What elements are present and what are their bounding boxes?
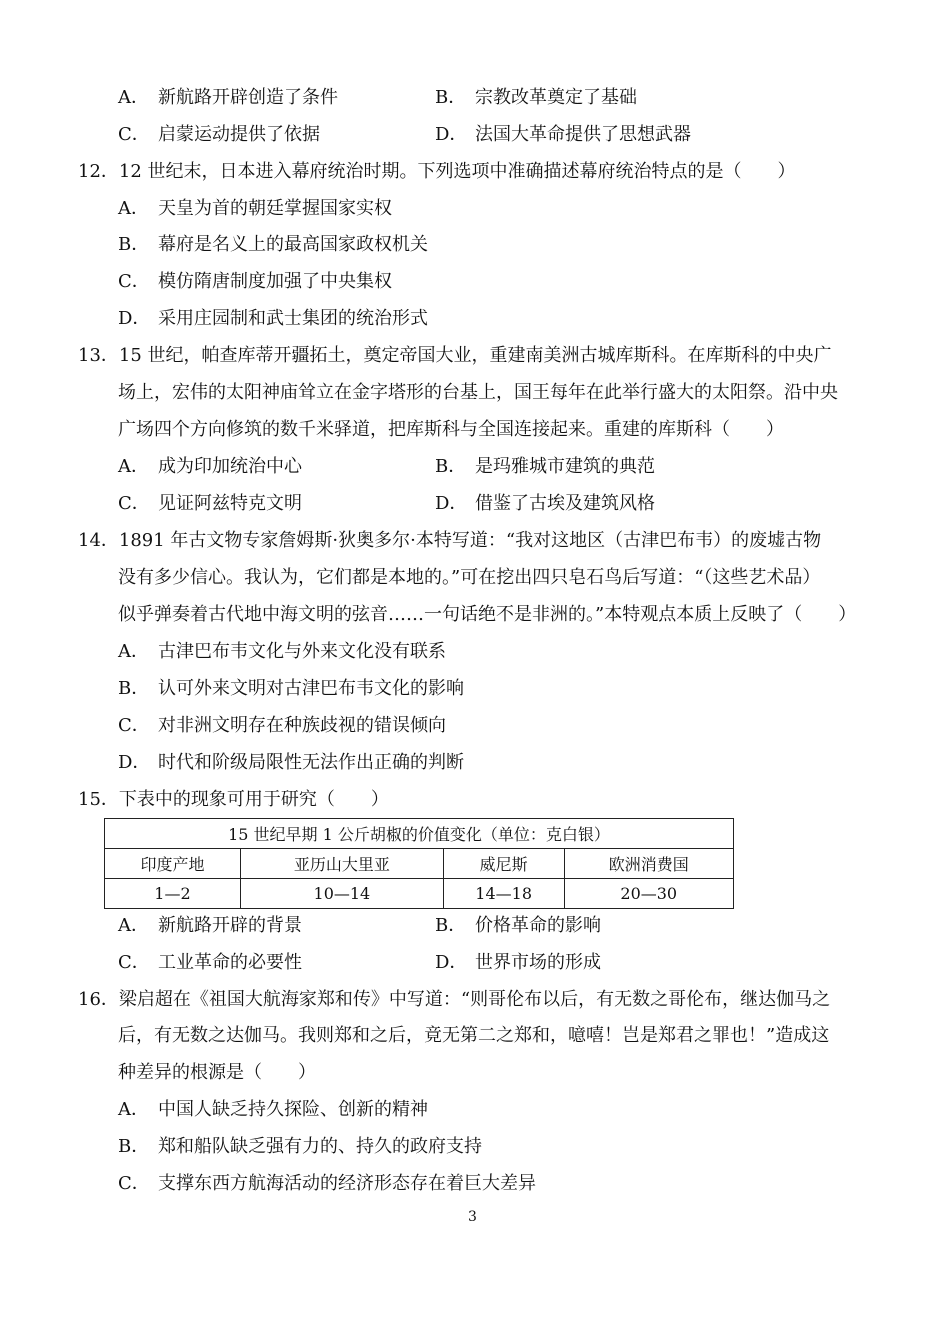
- pepper-price-table: [104, 818, 734, 909]
- q15-stem: 15．下表中的现象可用于研究（ ）: [78, 789, 389, 810]
- q11-option-d: D． 法国大革命提供了思想武器: [435, 124, 691, 145]
- q16-stem-line-2: 后，有无数之达伽马。我则郑和之后，竟无第二之郑和，噫嘻！岂是郑君之罪也！”造成这: [118, 1025, 830, 1046]
- q16-option-a: A． 中国人缺乏持久探险、创新的精神: [118, 1099, 428, 1120]
- q16-option-b: B． 郑和船队缺乏强有力的、持久的政府支持: [118, 1136, 482, 1157]
- q14-option-a: A． 古津巴布韦文化与外来文化没有联系: [118, 641, 446, 662]
- q15-option-a: A． 新航路开辟的背景: [118, 915, 302, 936]
- table-row: [105, 879, 734, 909]
- q12-option-a: A． 天皇为首的朝廷掌握国家实权: [118, 198, 392, 219]
- table-cell: 10—14: [240, 879, 443, 909]
- q14-option-c: C． 对非洲文明存在种族歧视的错误倾向: [118, 715, 446, 736]
- q12-option-c: C． 模仿隋唐制度加强了中央集权: [118, 271, 392, 292]
- table-title-row: [105, 819, 734, 849]
- q16-stem-line-1: 16．梁启超在《祖国大航海家郑和传》中写道：“则哥伦布以后，有无数之哥伦布，继达伽马之: [78, 989, 831, 1010]
- table-cell: 20—30: [564, 879, 734, 909]
- q13-option-a: A． 成为印加统治中心: [118, 456, 302, 477]
- q14-stem-line-1: 14．1891 年古文物专家詹姆斯·狄奥多尔·本特写道：“我对这地区（古津巴布韦）的废墟古物: [78, 530, 822, 551]
- q16-stem-line-3: 种差异的根源是（ ）: [118, 1062, 316, 1083]
- table-header: 亚历山大里亚: [240, 849, 443, 879]
- q15-option-b: B． 价格革命的影响: [435, 915, 601, 936]
- q13-option-c: C． 见证阿兹特克文明: [118, 493, 302, 514]
- table-header: 威尼斯: [443, 849, 564, 879]
- q13-stem-line-2: 场上，宏伟的太阳神庙耸立在金字塔形的台基上，国王每年在此举行盛大的太阳祭。沿中央: [118, 382, 838, 403]
- q14-option-d: D． 时代和阶级局限性无法作出正确的判断: [118, 752, 464, 773]
- q13-option-b: B． 是玛雅城市建筑的典范: [435, 456, 655, 477]
- q15-option-d: D． 世界市场的形成: [435, 952, 601, 973]
- q14-option-b: B． 认可外来文明对古津巴布韦文化的影响: [118, 678, 464, 699]
- table-header: 欧洲消费国: [564, 849, 734, 879]
- q12-stem: 12．12 世纪末，日本进入幕府统治时期。下列选项中准确描述幕府统治特点的是（ ）: [78, 161, 796, 182]
- q12-option-b: B． 幕府是名义上的最高国家政权机关: [118, 234, 428, 255]
- q11-option-c: C． 启蒙运动提供了依据: [118, 124, 320, 145]
- q11-option-b: B． 宗教改革奠定了基础: [435, 87, 637, 108]
- table-header: 印度产地: [105, 849, 241, 879]
- table-cell: 1—2: [105, 879, 241, 909]
- table-title: 15 世纪早期 1 公斤胡椒的价值变化（单位：克白银）: [105, 819, 734, 849]
- q12-option-d: D． 采用庄园制和武士集团的统治形式: [118, 308, 428, 329]
- q11-option-a: A． 新航路开辟创造了条件: [118, 87, 338, 108]
- q14-stem-line-2: 没有多少信心。我认为，它们都是本地的。”可在挖出四只皂石鸟后写道：“（这些艺术品）: [118, 567, 821, 588]
- table-header-row: [105, 849, 734, 879]
- q16-option-c: C． 支撑东西方航海活动的经济形态存在着巨大差异: [118, 1173, 536, 1194]
- q13-stem-line-1: 13．15 世纪，帕查库蒂开疆拓土，奠定帝国大业，重建南美洲古城库斯科。在库斯科的中央广: [78, 345, 832, 366]
- q13-stem-line-3: 广场四个方向修筑的数千米驿道，把库斯科与全国连接起来。重建的库斯科（ ）: [118, 419, 784, 440]
- q13-option-d: D． 借鉴了古埃及建筑风格: [435, 493, 655, 514]
- table-cell: 14—18: [443, 879, 564, 909]
- q14-stem-line-3: 似乎弹奏着古代地中海文明的弦音……一句话绝不是非洲的。”本特观点本质上反映了（ ）: [118, 604, 857, 625]
- q15-option-c: C． 工业革命的必要性: [118, 952, 302, 973]
- page-number: 3: [468, 1209, 477, 1225]
